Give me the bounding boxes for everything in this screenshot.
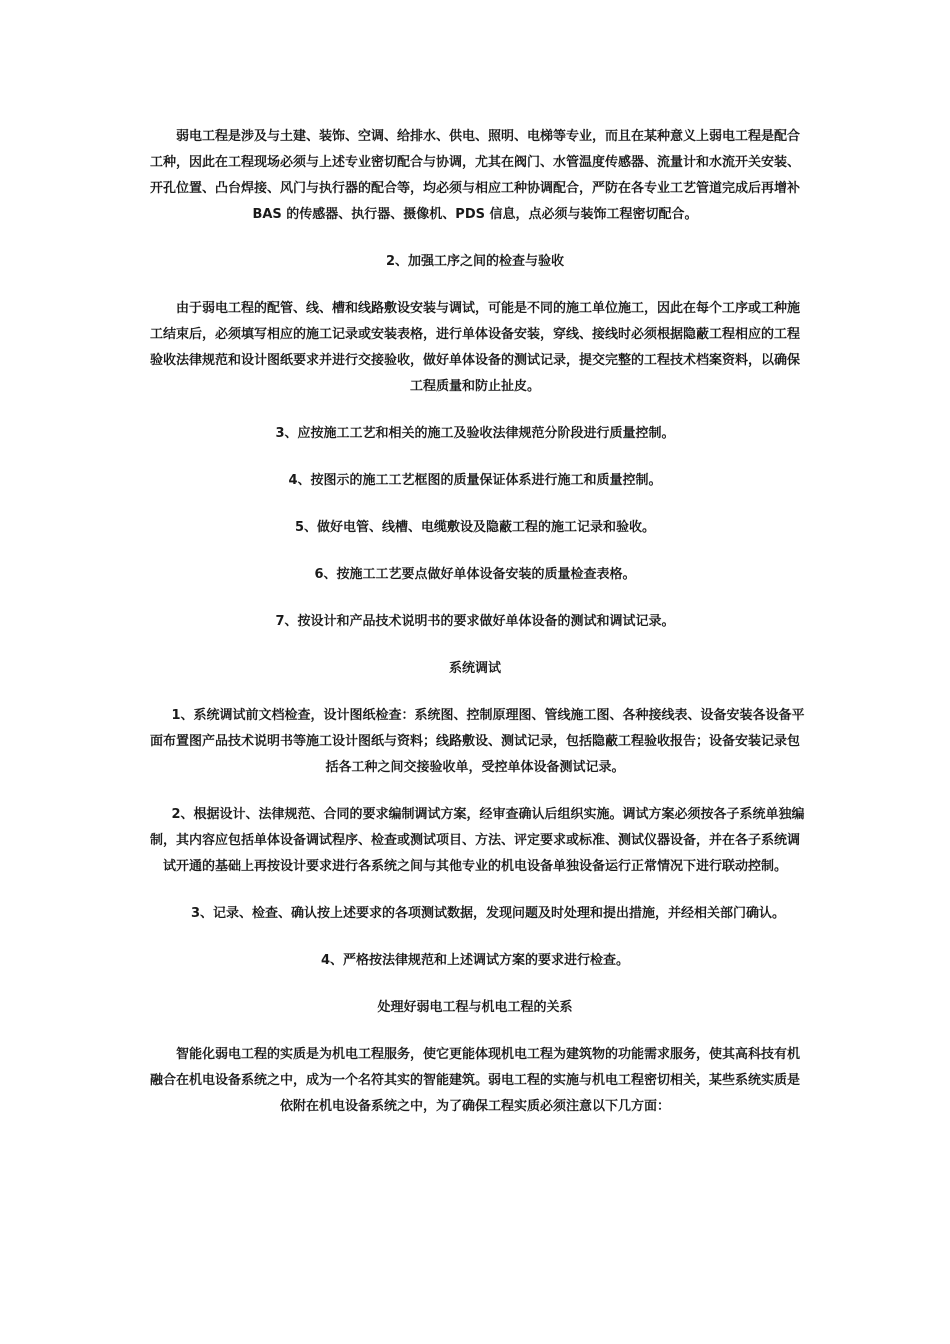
- paragraph-inspection: 由于弱电工程的配管、线、槽和线路敷设安装与调试，可能是不同的施工单位施工，因此在每个工序或工种施工结束后，必须填写相应的施工记录或安装表格，进行单体设备安装，穿线、接线时必须根据隐蔽工程相应的工程验收法律规范和设计图纸要求并进行交接验收，做好单体设备的测试记录，提交完整的工程技术档案资料，以确保工程质量和防止扯皮。: [149, 301, 800, 394]
- heading-system-debug: 系统调试: [448, 661, 501, 676]
- item-7: 7、按设计和产品技术说明书的要求做好单体设备的测试和调试记录。: [275, 614, 675, 629]
- item-4: 4、按图示的施工工艺框图的质量保证体系进行施工和质量控制。: [288, 473, 662, 488]
- paragraph-intro: 弱电工程是涉及与土建、装饰、空调、给排水、供电、照明、电梯等专业，而且在某种意义上弱电工程是配合工种，因此在工程现场必须与上述专业密切配合与协调，尤其在阀门、水管温度传感器、流量计和水流开关安装、开孔位置、凸台焊接、风门与执行器的配合等，均必须与相应工种协调配合，严防在各专业工艺管道完成后再增补 BAS 的传感器、执行器、摄像机、PDS 信息，点必须与装饰工程密切配合。: [149, 129, 800, 222]
- item-5: 5、做好电管、线槽、电缆敷设及隐蔽工程的施工记录和验收。: [294, 520, 656, 535]
- document-page: [144, 124, 806, 1141]
- paragraph-debug-1: 1、系统调试前文档检查，设计图纸检查：系统图、控制原理图、管线施工图、各种接线表、设备安装各设备平面布置图产品技术说明书等施工设计图纸与资料；线路敷设、测试记录，包括隐蔽工程验收报告；设备安装记录包括各工种之间交接验收单，受控单体设备测试记录。: [145, 708, 805, 775]
- paragraph-relationship: 智能化弱电工程的实质是为机电工程服务，使它更能体现机电工程为建筑物的功能需求服务，使其高科技有机融合在机电设备系统之中，成为一个名符其实的智能建筑。弱电工程的实施与机电工程密切相关，某些系统实质是依附在机电设备系统之中，为了确保工程实质必须注意以下几方面：: [149, 1047, 800, 1114]
- item-debug-4: 4、严格按法律规范和上述调试方案的要求进行检查。: [320, 953, 630, 968]
- paragraph-debug-3: 3、记录、检查、确认按上述要求的各项测试数据，发现问题及时处理和提出措施，并经相关部门确认。: [164, 906, 786, 921]
- heading-relationship: 处理好弱电工程与机电工程的关系: [377, 1000, 573, 1015]
- paragraph-debug-2: 2、根据设计、法律规范、合同的要求编制调试方案，经审查确认后组织实施。调试方案必须按各子系统单独编制，其内容应包括单体设备调试程序、检查或测试项目、方法、评定要求或标准、测试仪器设备，并在各子系统调试开通的基础上再按设计要求进行各系统之间与其他专业的机电设备单独设备运行正常情况下进行联动控制。: [145, 807, 805, 874]
- item-6: 6、按施工工艺要点做好单体设备安装的质量检查表格。: [314, 567, 636, 582]
- heading-inspection: 2、加强工序之间的检查与验收: [385, 254, 565, 269]
- item-3: 3、应按施工工艺和相关的施工及验收法律规范分阶段进行质量控制。: [275, 426, 675, 441]
